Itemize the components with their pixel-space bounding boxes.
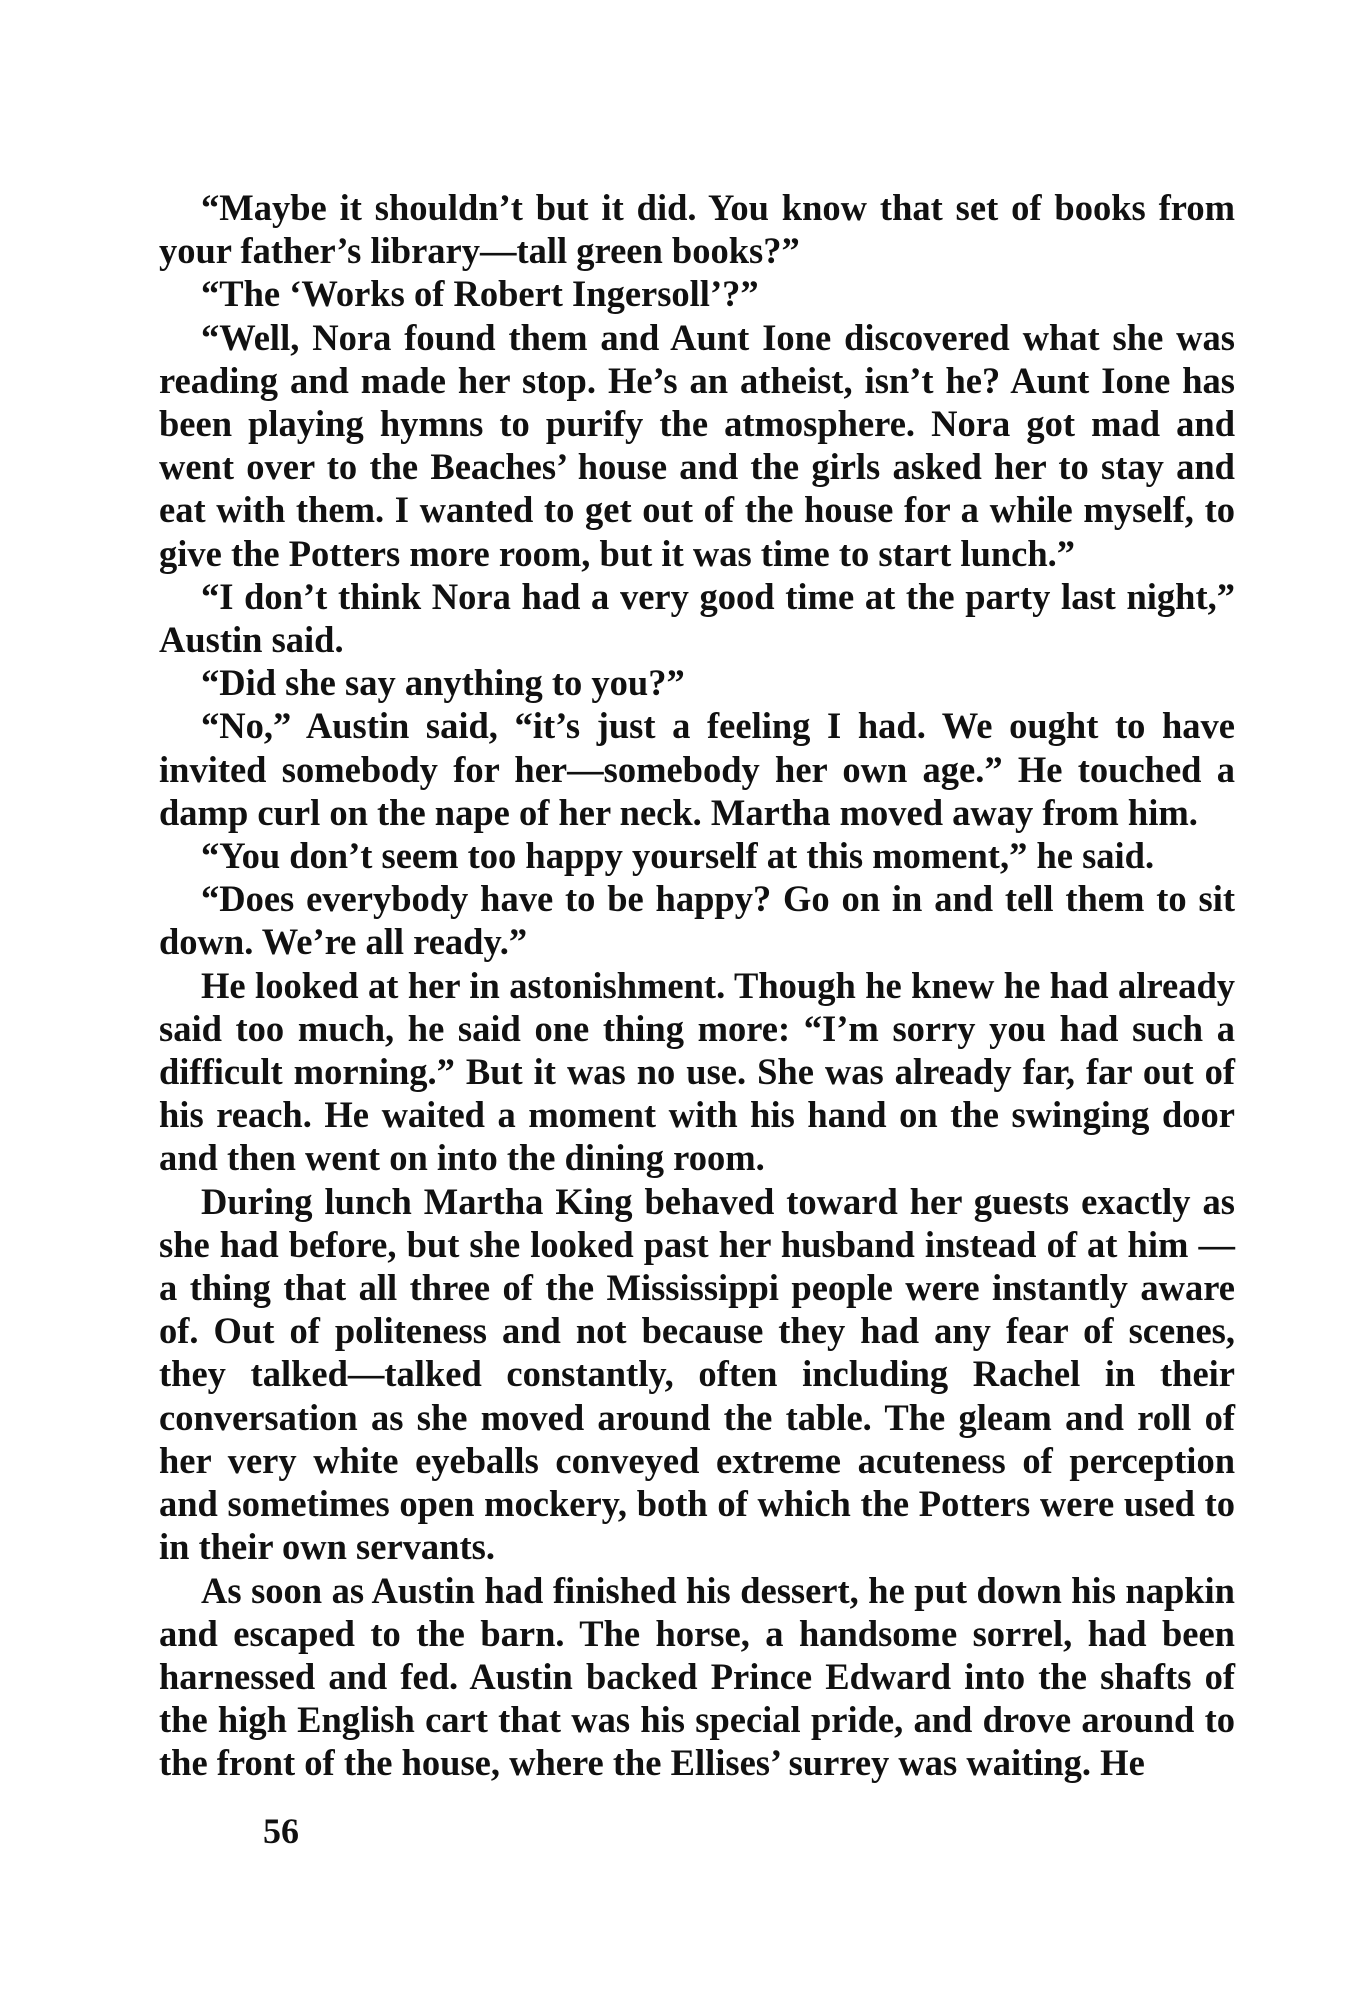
paragraph: “Well, Nora found them and Aunt Ione discovered what she was reading and made her stop. He’s an atheist, isn’t he? Aunt Ione has been playing hymns to purify the atmosphere. Nora got mad and went over to the Beaches’ house and the girls asked her to stay and eat with them. I wanted to get out of the house for a while myself, to give the Potters more room, but it was time to start lunch.” bbox=[159, 316, 1235, 574]
paragraph: “You don’t seem too happy yourself at this moment,” he said. bbox=[201, 835, 1155, 877]
paragraph: “Maybe it shouldn’t but it did. You know that set of books from your father’s library—tall green books?” bbox=[159, 187, 1235, 272]
paragraph: As soon as Austin had finished his dessert, he put down his napkin and escaped to the barn. The horse, a handsome sorrel, had been harnessed and fed. Austin backed Prince Edward into the shafts of the high English cart that was his special pride, and drove around to the front of the house, where the Ellises’ surrey was waiting. He bbox=[159, 1569, 1235, 1784]
page-number: 56 bbox=[263, 1811, 299, 1851]
paragraph: “Did she say anything to you?” bbox=[201, 662, 685, 704]
paragraph: He looked at her in astonishment. Though he knew he had already said too much, he said one thing more: “I’m sorry you had such a difficult morning.” But it was no use. She was already far, far out of his reach. He waited a moment with his hand on the swinging door and then went on into the dining room. bbox=[159, 964, 1235, 1179]
paragraph: “Does everybody have to be happy? Go on in and tell them to sit down. We’re all ready.” bbox=[159, 878, 1235, 963]
paragraph: “I don’t think Nora had a very good time at the party last night,” Austin said. bbox=[159, 575, 1235, 661]
paragraph: “The ‘Works of Robert Ingersoll’?” bbox=[201, 273, 759, 315]
paragraph: “No,” Austin said, “it’s just a feeling I had. We ought to have invited somebody for her—somebody her own age.” He touched a damp curl on the nape of her neck. Martha moved away from him. bbox=[159, 705, 1235, 833]
paragraph: During lunch Martha King behaved toward her guests exactly as she had before, but she looked past her husband instead of at him —a thing that all three of the Mississippi people were instantly aware of. Out of politeness and not because they had any fear of scenes, they talked—talked constantly, often including Rachel in their conversation as she moved around the table. The gleam and roll of her very white eyeballs conveyed extreme acuteness of perception and sometimes open mockery, both of which the Potters were used to in their own servants. bbox=[159, 1180, 1235, 1568]
page-text bbox=[159, 186, 1235, 1785]
